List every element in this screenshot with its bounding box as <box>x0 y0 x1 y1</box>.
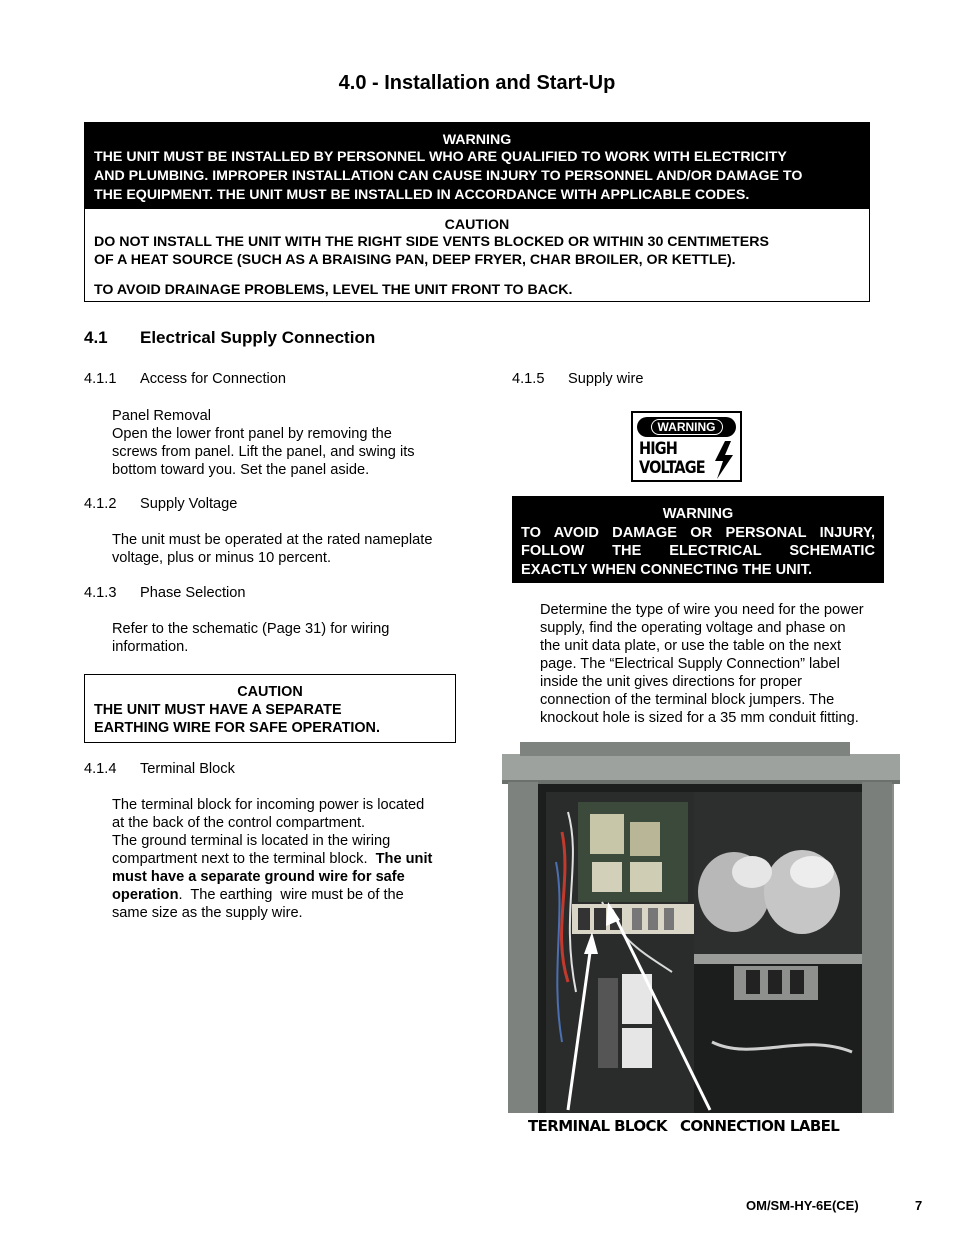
text-line: page. The “Electrical Supply Connection” label <box>540 656 840 672</box>
page-title: 4.0 - Installation and Start-Up <box>338 72 616 94</box>
text-line: same size as the supply wire. <box>112 905 303 921</box>
caution-line: OF A HEAT SOURCE (SUCH AS A BRAISING PAN, DEEP FRYER, CHAR BROILER, OR KETTLE). <box>94 252 736 268</box>
subsection-4-1-3-heading <box>84 585 245 601</box>
warning-line: THE EQUIPMENT. THE UNIT MUST BE INSTALLED IN ACCORDANCE WITH APPLICABLE CODES. <box>94 187 750 203</box>
subsection-4-1-4-heading <box>84 761 235 777</box>
level-note: TO AVOID DRAINAGE PROBLEMS, LEVEL THE UNIT FRONT TO BACK. <box>94 282 573 298</box>
subsection-4-1-1-heading <box>84 371 286 387</box>
connection-label-caption: CONNECTION LABEL <box>680 1117 840 1135</box>
caution-line: EARTHING WIRE FOR SAFE OPERATION. <box>94 720 380 736</box>
ground-caution-box <box>84 674 456 743</box>
text-span: . The earthing wire must be of the <box>178 887 404 903</box>
sign-banner-text: WARNING <box>651 419 723 435</box>
warning-line: THE UNIT MUST BE INSTALLED BY PERSONNEL WHO ARE QUALIFIED TO WORK WITH ELECTRICITY <box>94 149 787 165</box>
text-line: the unit data plate, or use the table on the next <box>540 638 842 654</box>
schematic-warning-box <box>512 496 884 583</box>
high-voltage-warning-sign <box>631 411 742 482</box>
section-title: Electrical Supply Connection <box>140 328 376 347</box>
electrical-compartment-photo <box>502 742 900 1113</box>
bold-text: operation <box>112 887 179 903</box>
document-id: OM/SM-HY-6E(CE) <box>746 1198 859 1213</box>
subsection-title: Supply wire <box>568 371 644 387</box>
supply-voltage-text <box>112 531 432 567</box>
terminal-block-caption: TERMINAL BLOCK <box>528 1117 667 1135</box>
text-line: information. <box>112 639 189 655</box>
panel-removal-text <box>112 407 415 479</box>
text-line: voltage, plus or minus 10 percent. <box>112 550 332 566</box>
lightning-bolt-icon <box>713 441 735 479</box>
caution-line: DO NOT INSTALL THE UNIT WITH THE RIGHT SIDE VENTS BLOCKED OR WITHIN 30 CENTIMETERS <box>94 234 769 250</box>
subsection-title: Access for Connection <box>140 371 287 387</box>
text-line: screws from panel. Lift the panel, and swing its <box>112 444 415 460</box>
subsection-number: 4.1.1 <box>84 371 117 387</box>
text-line: The terminal block for incoming power is located <box>112 797 425 813</box>
subsection-number: 4.1.4 <box>84 761 117 777</box>
supply-wire-text <box>540 601 864 727</box>
sign-banner <box>637 417 736 437</box>
subsection-number: 4.1.5 <box>512 371 545 387</box>
section-number: 4.1 <box>84 328 108 347</box>
text-line: Open the lower front panel by removing the <box>112 426 392 442</box>
text-line <box>112 886 432 904</box>
installation-caution <box>85 209 869 299</box>
text-line: knockout hole is sized for a 35 mm conduit fitting. <box>540 710 859 726</box>
bold-text: The unit <box>375 851 433 867</box>
text-line: Determine the type of wire you need for the power <box>540 602 864 618</box>
warning-heading: WARNING <box>662 506 734 522</box>
text-line: supply, find the operating voltage and phase on <box>540 620 846 636</box>
warning-line: AND PLUMBING. IMPROPER INSTALLATION CAN CAUSE INJURY TO PERSONNEL AND/OR DAMAGE TO <box>94 168 803 184</box>
warning-line: FOLLOW THE ELECTRICAL SCHEMATIC <box>521 543 875 559</box>
text-line: bottom toward you. Set the panel aside. <box>112 462 370 478</box>
subsection-4-1-5-heading <box>512 371 643 387</box>
text-line: connection of the terminal block jumpers. The <box>540 692 835 708</box>
text-line: at the back of the control compartment. <box>112 815 366 831</box>
subsection-title: Terminal Block <box>140 761 235 777</box>
text-line <box>112 868 432 886</box>
text-line <box>112 850 432 868</box>
caution-heading: CAUTION <box>444 217 510 233</box>
installation-warning <box>85 123 869 209</box>
text-line: inside the unit gives directions for proper <box>540 674 803 690</box>
caution-heading: CAUTION <box>237 684 303 700</box>
installation-warning-box <box>84 122 870 302</box>
caution-line: THE UNIT MUST HAVE A SEPARATE <box>94 702 342 718</box>
bold-text: must have a separate ground wire for safe <box>112 869 405 885</box>
warning-line: TO AVOID DAMAGE OR PERSONAL INJURY, <box>521 524 875 541</box>
text-line: Refer to the schematic (Page 31) for wiring <box>112 621 390 637</box>
text-span: compartment next to the terminal block. <box>112 851 376 867</box>
terminal-block-text <box>112 796 432 922</box>
section-heading <box>84 328 375 348</box>
subsection-title: Phase Selection <box>140 585 246 601</box>
warning-line: EXACTLY WHEN CONNECTING THE UNIT. <box>521 561 813 578</box>
sign-line: VOLTAGE <box>639 458 705 478</box>
warning-heading: WARNING <box>442 132 512 148</box>
subsection-title: Supply Voltage <box>140 496 238 512</box>
text-line: The unit must be operated at the rated nameplate <box>112 532 433 548</box>
phase-selection-text <box>112 620 389 656</box>
page-number: 7 <box>915 1198 923 1213</box>
subsection-4-1-2-heading <box>84 496 237 512</box>
subsection-number: 4.1.3 <box>84 585 117 601</box>
subsection-number: 4.1.2 <box>84 496 117 512</box>
sign-line: HIGH <box>639 439 678 459</box>
text-line: The ground terminal is located in the wiring <box>112 833 391 849</box>
panel-removal-subtitle: Panel Removal <box>112 408 211 424</box>
